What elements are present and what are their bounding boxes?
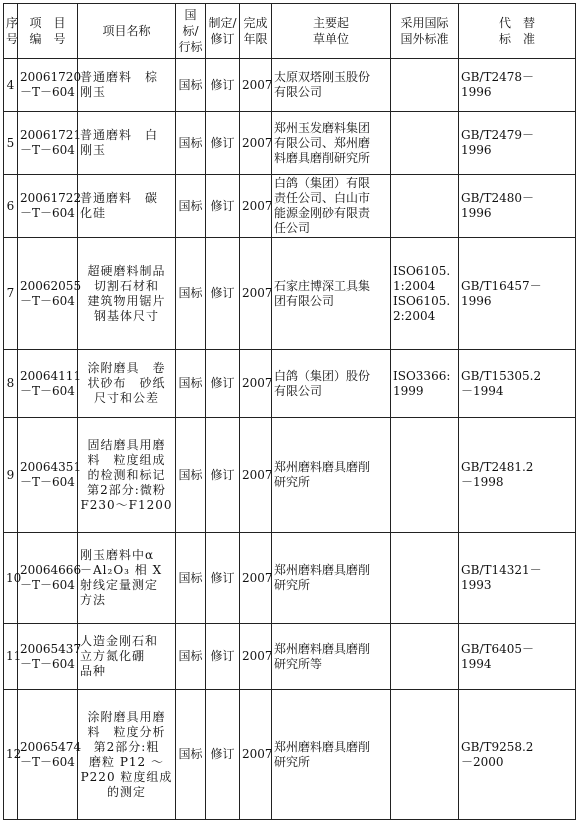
- header-year: 完成 年限: [240, 4, 272, 59]
- cell-intl: [391, 690, 459, 820]
- cell-intl: ISO6105. 1:2004 ISO6105. 2:2004: [391, 238, 459, 350]
- cell-intl: [391, 59, 459, 112]
- table-row: [4, 624, 576, 690]
- cell-year: 2007: [240, 350, 272, 418]
- standards-table: [3, 3, 576, 820]
- cell-code: 20061720 －T－604: [18, 59, 78, 112]
- header-name: 项目名称: [78, 4, 176, 59]
- cell-revision: 修订: [206, 238, 240, 350]
- cell-replaces: GB/T6405－ 1994: [459, 624, 576, 690]
- cell-code: 20061721 －T－604: [18, 112, 78, 175]
- cell-type: 国标: [176, 624, 206, 690]
- cell-drafter: 郑州磨料磨具磨削 研究所等: [272, 624, 391, 690]
- cell-revision: 修订: [206, 533, 240, 624]
- cell-revision: 修订: [206, 350, 240, 418]
- cell-drafter: 白鸽（集团）有限 责任公司、白山市 能源金刚砂有限责 任公司: [272, 175, 391, 238]
- table-row: [4, 59, 576, 112]
- cell-type: 国标: [176, 350, 206, 418]
- cell-name: 超硬磨料制品 切割石材和 建筑物用锯片 钢基体尺寸: [78, 238, 176, 350]
- cell-code: 20064666 －T－604: [18, 533, 78, 624]
- cell-replaces: GB/T16457－ 1996: [459, 238, 576, 350]
- cell-name: 涂附磨具用磨 料 粒度分析 第2部分:粗 磨粒 P12 ～ P220 粒度组成 的测定: [78, 690, 176, 820]
- cell-seq: 8: [4, 350, 18, 418]
- table-row: [4, 175, 576, 238]
- header-seq: 序 号: [4, 4, 18, 59]
- cell-drafter: 郑州磨料磨具磨削 研究所: [272, 533, 391, 624]
- cell-seq: 7: [4, 238, 18, 350]
- cell-revision: 修订: [206, 59, 240, 112]
- cell-year: 2007: [240, 59, 272, 112]
- table-row: [4, 350, 576, 418]
- cell-intl: [391, 624, 459, 690]
- cell-seq: 10: [4, 533, 18, 624]
- cell-year: 2007: [240, 112, 272, 175]
- cell-name: 普通磨料 棕 刚玉: [78, 59, 176, 112]
- cell-replaces: GB/T15305.2 －1994: [459, 350, 576, 418]
- table-row: [4, 112, 576, 175]
- cell-name: 人造金刚石和 立方氮化硼 品种: [78, 624, 176, 690]
- cell-drafter: 郑州磨料磨具磨削 研究所: [272, 418, 391, 533]
- cell-year: 2007: [240, 418, 272, 533]
- cell-intl: [391, 175, 459, 238]
- cell-replaces: GB/T2480－ 1996: [459, 175, 576, 238]
- cell-type: 国标: [176, 238, 206, 350]
- cell-drafter: 白鸽（集团）股份 有限公司: [272, 350, 391, 418]
- cell-replaces: GB/T2479－ 1996: [459, 112, 576, 175]
- cell-seq: 9: [4, 418, 18, 533]
- cell-name: 普通磨料 白 刚玉: [78, 112, 176, 175]
- header-drafter: 主要起 草单位: [272, 4, 391, 59]
- header-revision: 制定/ 修订: [206, 4, 240, 59]
- cell-replaces: GB/T2481.2 －1998: [459, 418, 576, 533]
- cell-code: 20065474 －T－604: [18, 690, 78, 820]
- cell-revision: 修订: [206, 624, 240, 690]
- cell-name: 固结磨具用磨 料 粒度组成 的检测和标记 第2部分:微粉 F230～F1200: [78, 418, 176, 533]
- cell-name: 普通磨料 碳 化硅: [78, 175, 176, 238]
- cell-revision: 修订: [206, 418, 240, 533]
- table-row: [4, 238, 576, 350]
- header-intl: 采用国际 国外标准: [391, 4, 459, 59]
- cell-name: 刚玉磨料中α －Al₂O₃ 相 X 射线定量测定 方法: [78, 533, 176, 624]
- cell-revision: 修订: [206, 175, 240, 238]
- cell-replaces: GB/T14321－ 1993: [459, 533, 576, 624]
- cell-drafter: 郑州玉发磨料集团 有限公司、郑州磨 料磨具磨削研究所: [272, 112, 391, 175]
- cell-seq: 4: [4, 59, 18, 112]
- cell-seq: 6: [4, 175, 18, 238]
- cell-type: 国标: [176, 175, 206, 238]
- cell-drafter: 太原双塔刚玉股份 有限公司: [272, 59, 391, 112]
- cell-year: 2007: [240, 690, 272, 820]
- cell-code: 20064351 －T－604: [18, 418, 78, 533]
- cell-intl: [391, 418, 459, 533]
- cell-seq: 5: [4, 112, 18, 175]
- cell-year: 2007: [240, 624, 272, 690]
- cell-code: 20065437 －T－604: [18, 624, 78, 690]
- cell-revision: 修订: [206, 112, 240, 175]
- cell-year: 2007: [240, 175, 272, 238]
- cell-code: 20064111 －T－604: [18, 350, 78, 418]
- cell-type: 国标: [176, 418, 206, 533]
- cell-replaces: GB/T9258.2 －2000: [459, 690, 576, 820]
- cell-name: 涂附磨具 卷 状砂布 砂纸 尺寸和公差: [78, 350, 176, 418]
- table-body: [4, 59, 576, 820]
- cell-year: 2007: [240, 533, 272, 624]
- cell-type: 国标: [176, 59, 206, 112]
- cell-revision: 修订: [206, 690, 240, 820]
- cell-code: 20062055 －T－604: [18, 238, 78, 350]
- cell-drafter: 石家庄博深工具集 团有限公司: [272, 238, 391, 350]
- cell-seq: 11: [4, 624, 18, 690]
- header-replaces: 代 替 标 准: [459, 4, 576, 59]
- table-row: [4, 690, 576, 820]
- cell-type: 国标: [176, 690, 206, 820]
- cell-year: 2007: [240, 238, 272, 350]
- cell-seq: 12: [4, 690, 18, 820]
- cell-intl: [391, 533, 459, 624]
- cell-type: 国标: [176, 112, 206, 175]
- cell-type: 国标: [176, 533, 206, 624]
- cell-intl: [391, 112, 459, 175]
- table-row: [4, 418, 576, 533]
- header-type: 国标/ 行标: [176, 4, 206, 59]
- cell-code: 20061722 －T－604: [18, 175, 78, 238]
- cell-replaces: GB/T2478－ 1996: [459, 59, 576, 112]
- cell-drafter: 郑州磨料磨具磨削 研究所: [272, 690, 391, 820]
- table-row: [4, 533, 576, 624]
- header-code: 项 目 编 号: [18, 4, 78, 59]
- cell-intl: ISO3366: 1999: [391, 350, 459, 418]
- table-header: [4, 4, 576, 59]
